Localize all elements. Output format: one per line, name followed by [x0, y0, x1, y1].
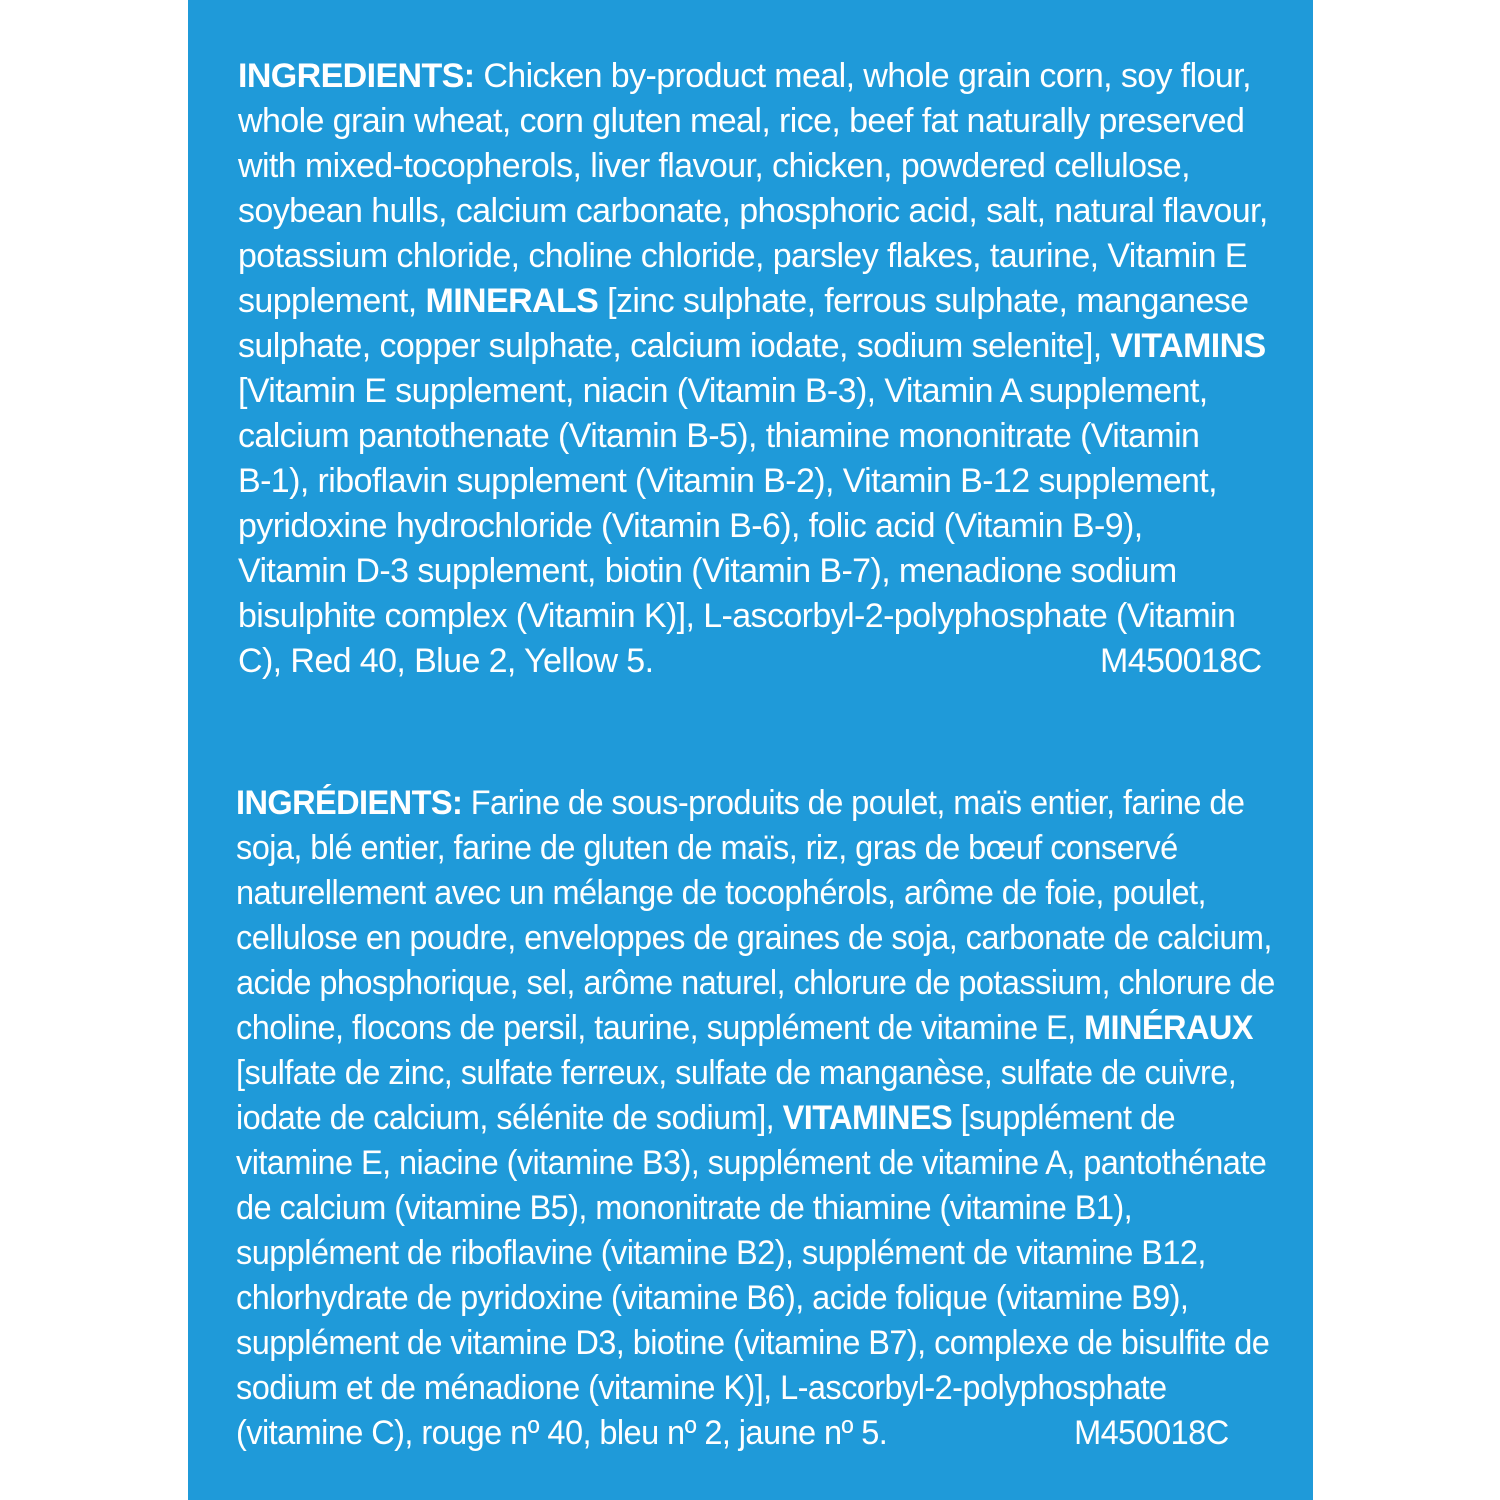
- en-line-3: with mixed-tocopherols, liver flavour, chicken, powdered cellulose,: [238, 147, 1190, 185]
- fr-line-6: choline, flocons de persil, taurine, supplément de vitamine E, MINÉRAUX: [236, 1009, 1253, 1047]
- fr-line-4: cellulose en poudre, enveloppes de graines de soja, carbonate de calcium,: [236, 919, 1272, 957]
- fr-vitamins-label: VITAMINES: [782, 1099, 953, 1137]
- ingredients-english: [238, 54, 1268, 684]
- fr-line-7: [sulfate de zinc, sulfate ferreux, sulfate de manganèse, sulfate de cuivre,: [236, 1054, 1237, 1092]
- fr-line-14: sodium et de ménadione (vitamine K)], L-ascorbyl-2-polyphosphate: [236, 1369, 1167, 1407]
- fr-line-12: chlorhydrate de pyridoxine (vitamine B6), acide folique (vitamine B9),: [236, 1279, 1189, 1317]
- en-line-6: supplement, MINERALS [zinc sulphate, ferrous sulphate, manganese: [238, 282, 1249, 320]
- en-line-4: soybean hulls, calcium carbonate, phosphoric acid, salt, natural flavour,: [238, 192, 1268, 230]
- en-line-14: C), Red 40, Blue 2, Yellow 5. M450018C: [238, 639, 1268, 684]
- fr-line-11: supplément de riboflavine (vitamine B2), supplément de vitamine B12,: [236, 1234, 1206, 1272]
- fr-line-9: vitamine E, niacine (vitamine B3), supplément de vitamine A, pantothénate: [236, 1144, 1267, 1182]
- fr-line-3: naturellement avec un mélange de tocophérols, arôme de foie, poulet,: [236, 874, 1206, 912]
- fr-line-5: acide phosphorique, sel, arôme naturel, chlorure de potassium, chlorure de: [236, 964, 1275, 1002]
- en-line-7: sulphate, copper sulphate, calcium iodate, sodium selenite], VITAMINS: [238, 327, 1266, 365]
- fr-product-code: M450018C: [1074, 1414, 1229, 1452]
- en-vitamins-label: VITAMINS: [1110, 327, 1266, 365]
- en-product-code: M450018C: [1100, 642, 1262, 680]
- en-heading: INGREDIENTS:: [238, 57, 475, 95]
- fr-line-13: supplément de vitamine D3, biotine (vitamine B7), complexe de bisulfite de: [236, 1324, 1270, 1362]
- fr-line-15: (vitamine C), rouge nº 40, bleu nº 2, jaune nº 5. M450018C: [236, 1411, 1275, 1456]
- en-line-8: [Vitamin E supplement, niacin (Vitamin B-3), Vitamin A supplement,: [238, 372, 1208, 410]
- fr-heading: INGRÉDIENTS:: [236, 784, 463, 822]
- en-line-1: INGREDIENTS: Chicken by-product meal, whole grain corn, soy flour,: [238, 57, 1251, 95]
- en-minerals-label: MINERALS: [425, 282, 599, 320]
- en-line-11: pyridoxine hydrochloride (Vitamin B-6), folic acid (Vitamin B-9),: [238, 507, 1143, 545]
- en-line-10: B-1), riboflavin supplement (Vitamin B-2), Vitamin B-12 supplement,: [238, 462, 1218, 500]
- fr-line-1: INGRÉDIENTS: Farine de sous-produits de poulet, maïs entier, farine de: [236, 784, 1245, 822]
- en-line-12: Vitamin D-3 supplement, biotin (Vitamin B-7), menadione sodium: [238, 552, 1177, 590]
- fr-line-10: de calcium (vitamine B5), mononitrate de thiamine (vitamine B1),: [236, 1189, 1133, 1227]
- fr-line-2: soja, blé entier, farine de gluten de maïs, riz, gras de bœuf conservé: [236, 829, 1178, 867]
- en-line-2: whole grain wheat, corn gluten meal, rice, beef fat naturally preserved: [238, 102, 1245, 140]
- ingredients-french: [236, 781, 1322, 1456]
- en-line-5: potassium chloride, choline chloride, parsley flakes, taurine, Vitamin E: [238, 237, 1247, 275]
- fr-minerals-label: MINÉRAUX: [1084, 1009, 1253, 1047]
- en-line-13: bisulphite complex (Vitamin K)], L-ascorbyl-2-polyphosphate (Vitamin: [238, 597, 1236, 635]
- en-line-9: calcium pantothenate (Vitamin B-5), thiamine mononitrate (Vitamin: [238, 417, 1200, 455]
- fr-line-8: iodate de calcium, sélénite de sodium], VITAMINES [supplément de: [236, 1099, 1175, 1137]
